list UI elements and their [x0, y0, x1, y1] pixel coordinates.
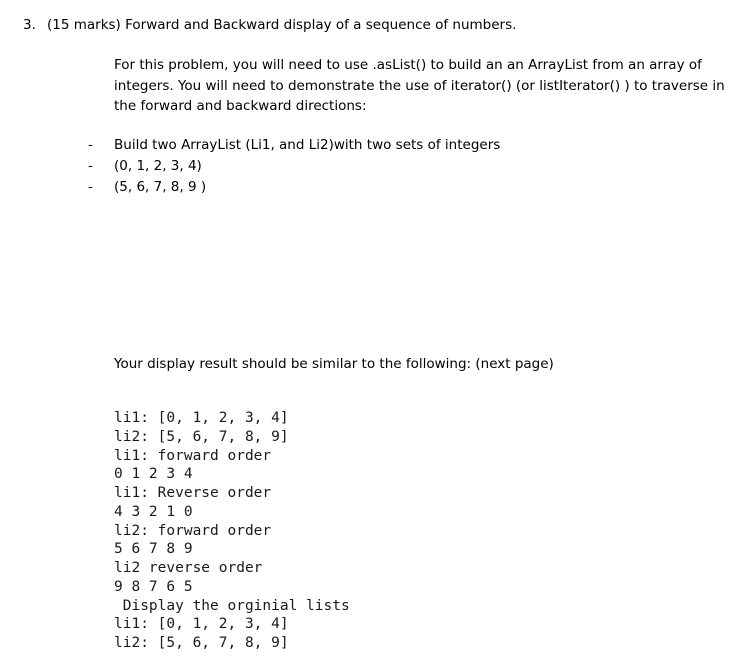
output-line: 4 3 2 1 0	[114, 503, 193, 520]
output-line: li1: Reverse order	[114, 485, 272, 501]
list-item	[88, 156, 500, 177]
bullet-dash: -	[88, 137, 93, 153]
output-line: 9 8 7 6 5	[114, 578, 193, 595]
display-result-note: Your display result should be similar to the following: (next page)	[114, 356, 554, 372]
sample-output-block	[114, 409, 350, 653]
output-line: li2 reverse order	[114, 560, 263, 576]
output-line: li1: [0, 1, 2, 3, 4]	[114, 616, 289, 633]
list-item	[88, 135, 500, 156]
problem-description	[114, 55, 724, 117]
bullet-dash: -	[88, 158, 93, 174]
output-line: li2: forward order	[114, 522, 272, 539]
list-item-text: (0, 1, 2, 3, 4)	[114, 158, 202, 174]
list-item-text: (5, 6, 7, 8, 9 )	[114, 179, 207, 195]
output-line: Display the orginial lists	[114, 597, 350, 614]
output-line: li2: [5, 6, 7, 8, 9]	[114, 428, 289, 445]
intro-line: the forward and backward directions:	[114, 98, 367, 114]
output-line: li1: [0, 1, 2, 3, 4]	[114, 410, 289, 426]
requirements-list	[88, 135, 500, 198]
output-line: li1: forward order	[114, 447, 272, 464]
question-number: 3.	[23, 17, 36, 33]
intro-line: For this problem, you will need to use .asList() to build an an ArrayList from an array of	[114, 57, 702, 73]
list-item-text: Build two ArrayList (Li1, and Li2)with two sets of integers	[114, 137, 501, 153]
list-item	[88, 177, 500, 198]
output-line: 0 1 2 3 4	[114, 466, 193, 483]
question-heading	[23, 15, 516, 35]
question-title: (15 marks) Forward and Backward display of a sequence of numbers.	[47, 17, 517, 33]
output-line: li2: [5, 6, 7, 8, 9]	[114, 635, 289, 651]
output-line: 5 6 7 8 9	[114, 541, 193, 558]
bullet-dash: -	[88, 179, 93, 195]
intro-line: integers. You will need to demonstrate the use of iterator() (or listIterator() ) to traverse in	[114, 77, 725, 94]
